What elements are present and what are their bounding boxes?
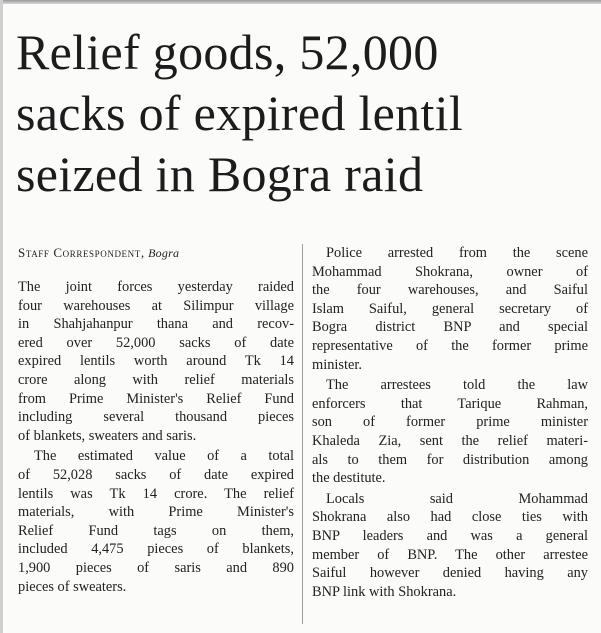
text-line: Shokrana also had close ties with [312,509,588,526]
text-line: ered over 52,000 sacks of date [18,334,294,351]
text-line: enforcers that Tarique Rahman, [312,395,588,412]
paragraph [18,447,294,596]
paragraph [312,376,588,488]
text-line: The joint forces yesterday raided [18,279,294,295]
text-line: four warehouses at Silimpur village [18,297,294,314]
text-line: the destitute. [312,470,386,487]
text-line: son of former prime minister [312,414,588,431]
text-line: of 52,028 sacks of date expired [18,466,294,483]
text-line: pieces of sweaters. [18,578,127,595]
text-line: The estimated value of a total [34,448,294,465]
left-column [18,244,294,596]
text-line: representative of the former prime [312,337,588,354]
paragraph [312,490,588,602]
text-line: Mohammad Shokrana, owner of [312,263,588,280]
text-line: including several thousand pieces [18,409,294,426]
text-line: BNP leaders and was a general [312,527,588,544]
text-line: included 4,475 pieces of blankets, [18,541,294,558]
headline-line: seized in Bogra raid [16,146,424,202]
text-line: expired lentils worth around Tk 14 [18,353,294,370]
byline-label: Staff Correspondent, [18,245,145,260]
text-line: materials, with Prime Minister's [18,504,294,521]
text-line: lentils was Tk 14 crore. The relief [18,485,294,502]
text-line: Khaleda Zia, sent the relief materi- [312,432,588,449]
clipping-left-edge [0,0,3,633]
text-line: als to them for distribution among [312,451,588,468]
column-divider [302,244,303,624]
text-line: in Shahjahanpur thana and recov- [18,316,294,333]
text-line: BNP link with Shokrana. [312,583,457,600]
headline-line: Relief goods, 52,000 [16,24,439,80]
byline-place: Bogra [148,246,180,260]
text-line: Police arrested from the scene [326,245,588,261]
text-line: The arrestees told the law [326,377,588,394]
text-line: of blankets, sweaters and saris. [18,427,197,444]
text-line: crore along with relief materials [18,371,294,388]
text-line: from Prime Minister's Relief Fund [18,390,294,407]
text-line: the four warehouses, and Saiful [312,282,588,299]
paragraph [18,278,294,445]
text-line: Bogra district BNP and special [312,319,588,336]
right-column [312,244,588,601]
text-line: Saiful however denied having any [312,565,588,582]
text-line: Locals said Mohammad [326,490,588,507]
text-line: minister. [312,356,362,373]
text-line: 1,900 pieces of saris and 890 [18,559,294,576]
headline-line: sacks of expired lentil [16,85,464,141]
text-line: Islam Saiful, general secretary of [312,300,588,317]
byline [18,244,294,262]
headline [16,22,596,205]
clipping-top-edge [0,0,601,4]
paragraph [312,244,588,374]
text-line: Relief Fund tags on them, [18,522,294,539]
text-line: member of BNP. The other arrestee [312,546,588,563]
